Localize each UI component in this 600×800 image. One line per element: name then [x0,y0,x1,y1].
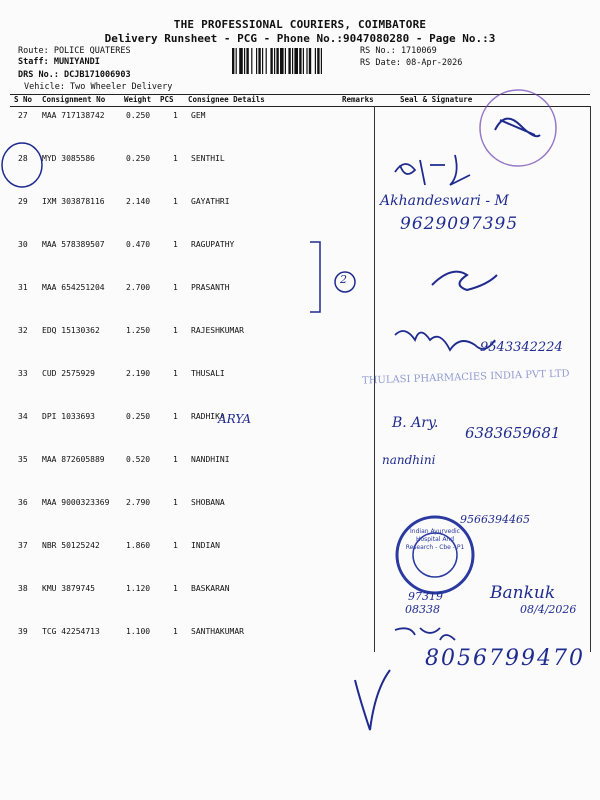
pcs-cell: 1 [173,283,178,292]
weight-cell: 2.190 [126,369,151,378]
consignment-cell: CUD 2575929 [42,369,95,378]
sno-cell: 32 [18,326,28,335]
col-consignment: Consignment No [42,95,106,104]
bracket-row30-31 [310,242,320,312]
pcs-cell: 1 [173,154,178,163]
hw-mark-row31: 2 [340,273,347,286]
consignment-cell: KMU 3879745 [42,584,95,593]
sno-cell: 28 [18,154,28,163]
vehicle: Vehicle: Two Wheeler Delivery [24,82,173,92]
col-sno: S No [14,95,33,104]
col-remarks: Remarks [342,95,374,104]
consignee-cell: RAJESHKUMAR [191,326,244,335]
consignee-cell: GEM [191,111,206,120]
consignee-cell: SANTHAKUMAR [191,627,244,636]
consignee-cell: BASKARAN [191,584,230,593]
hw-phone-row29: 9629097395 [400,214,519,234]
consignment-cell: EDQ 15130362 [42,326,100,335]
pcs-cell: 1 [173,240,178,249]
hw-num2-row38: 08338 [405,603,440,616]
col-signature: Seal & Signature [400,95,473,104]
drs-number: DRS No.: DCJB171006903 [18,70,131,80]
sno-cell: 36 [18,498,28,507]
circle-row28 [2,143,42,187]
sno-cell: 33 [18,369,28,378]
hw-date-row38: 08/4/2026 [520,603,577,616]
consignee-cell: NANDHINI [191,455,230,464]
pcs-cell: 1 [173,412,178,421]
hw-num1-row38: 97319 [408,590,443,603]
sno-cell: 37 [18,541,28,550]
consignment-cell: MAA 717138742 [42,111,105,120]
sno-cell: 30 [18,240,28,249]
pcs-cell: 1 [173,455,178,464]
consignee-cell: RAGUPATHY [191,240,235,249]
consignee-cell: SHOBANA [191,498,225,507]
consignment-cell: MAA 9000323369 [42,498,110,507]
sno-cell: 29 [18,197,28,206]
company-title: THE PROFESSIONAL COURIERS, COIMBATORE [173,18,427,31]
sno-cell: 34 [18,412,28,421]
consignment-cell: IXM 303878116 [42,197,105,206]
hospital-stamp-text: Indian Ayurvedic Hospital And Research - Cbe - P1 [405,528,465,551]
weight-cell: 0.250 [126,154,151,163]
staff: Staff: MUNIYANDI [18,57,100,67]
consignee-cell: PRASANTH [191,283,230,292]
hw-text-row34: ARYA [218,412,251,426]
col-pcs: PCS [160,95,174,104]
consignment-cell: DPI 1033693 [42,412,95,421]
rs-date: RS Date: 08-Apr-2026 [360,58,463,68]
tick-row39 [355,670,390,730]
weight-cell: 1.120 [126,584,151,593]
hw-text-row35: nandhini [382,453,436,467]
route: Route: POLICE QUATERES [18,46,131,56]
hw-sig-row38: Bankuk [490,583,556,603]
pcs-cell: 1 [173,498,178,507]
runsheet-title: Delivery Runsheet - PCG - Phone No.:9047080280 - Page No.:3 [104,32,496,45]
consignee-cell: GAYATHRI [191,197,230,206]
consignment-cell: MAA 654251204 [42,283,105,292]
pcs-cell: 1 [173,197,178,206]
col-consignee: Consignee Details [188,95,265,104]
weight-cell: 0.250 [126,412,151,421]
pcs-cell: 1 [173,369,178,378]
signature-row28 [395,155,470,185]
weight-cell: 2.790 [126,498,151,507]
hw-name-row29: Akhandeswari - M [380,193,509,209]
hw-phone-row36: 9566394465 [460,513,530,526]
weight-cell: 0.250 [126,111,151,120]
consignee-cell: INDIAN [191,541,220,550]
pcs-cell: 1 [173,584,178,593]
sno-cell: 27 [18,111,28,120]
pcs-cell: 1 [173,111,178,120]
consignee-cell: RADHIKA [191,412,225,421]
sno-cell: 31 [18,283,28,292]
consignment-cell: MAA 872605889 [42,455,105,464]
pcs-cell: 1 [173,541,178,550]
rs-number: RS No.: 1710069 [360,46,437,56]
hw-sig-row34: B. Ary. [392,415,439,431]
weight-cell: 1.860 [126,541,151,550]
signature-row31 [432,272,497,290]
weight-cell: 0.520 [126,455,151,464]
col-weight: Weight [124,95,152,104]
weight-cell: 2.700 [126,283,151,292]
hw-phone-row34: 6383659681 [465,424,561,442]
weight-cell: 2.140 [126,197,151,206]
hw-phone-row32: 9543342224 [480,340,563,355]
consignee-cell: THUSALI [191,369,225,378]
sno-cell: 35 [18,455,28,464]
signature-row27 [495,119,540,137]
sno-cell: 39 [18,627,28,636]
consignment-cell: MAA 578389507 [42,240,105,249]
consignment-cell: TCG 42254713 [42,627,100,636]
weight-cell: 1.100 [126,627,151,636]
consignment-cell: MYD 3085586 [42,154,95,163]
pcs-cell: 1 [173,326,178,335]
pcs-cell: 1 [173,627,178,636]
hw-phone-row39: 8056799470 [425,646,585,671]
signature-row39 [395,628,455,640]
weight-cell: 1.250 [126,326,151,335]
weight-cell: 0.470 [126,240,151,249]
consignment-cell: NBR 50125242 [42,541,100,550]
consignee-cell: SENTHIL [191,154,225,163]
pharmacy-stamp-row33: THULASI PHARMACIES INDIA PVT LTD [361,368,570,387]
sno-cell: 38 [18,584,28,593]
